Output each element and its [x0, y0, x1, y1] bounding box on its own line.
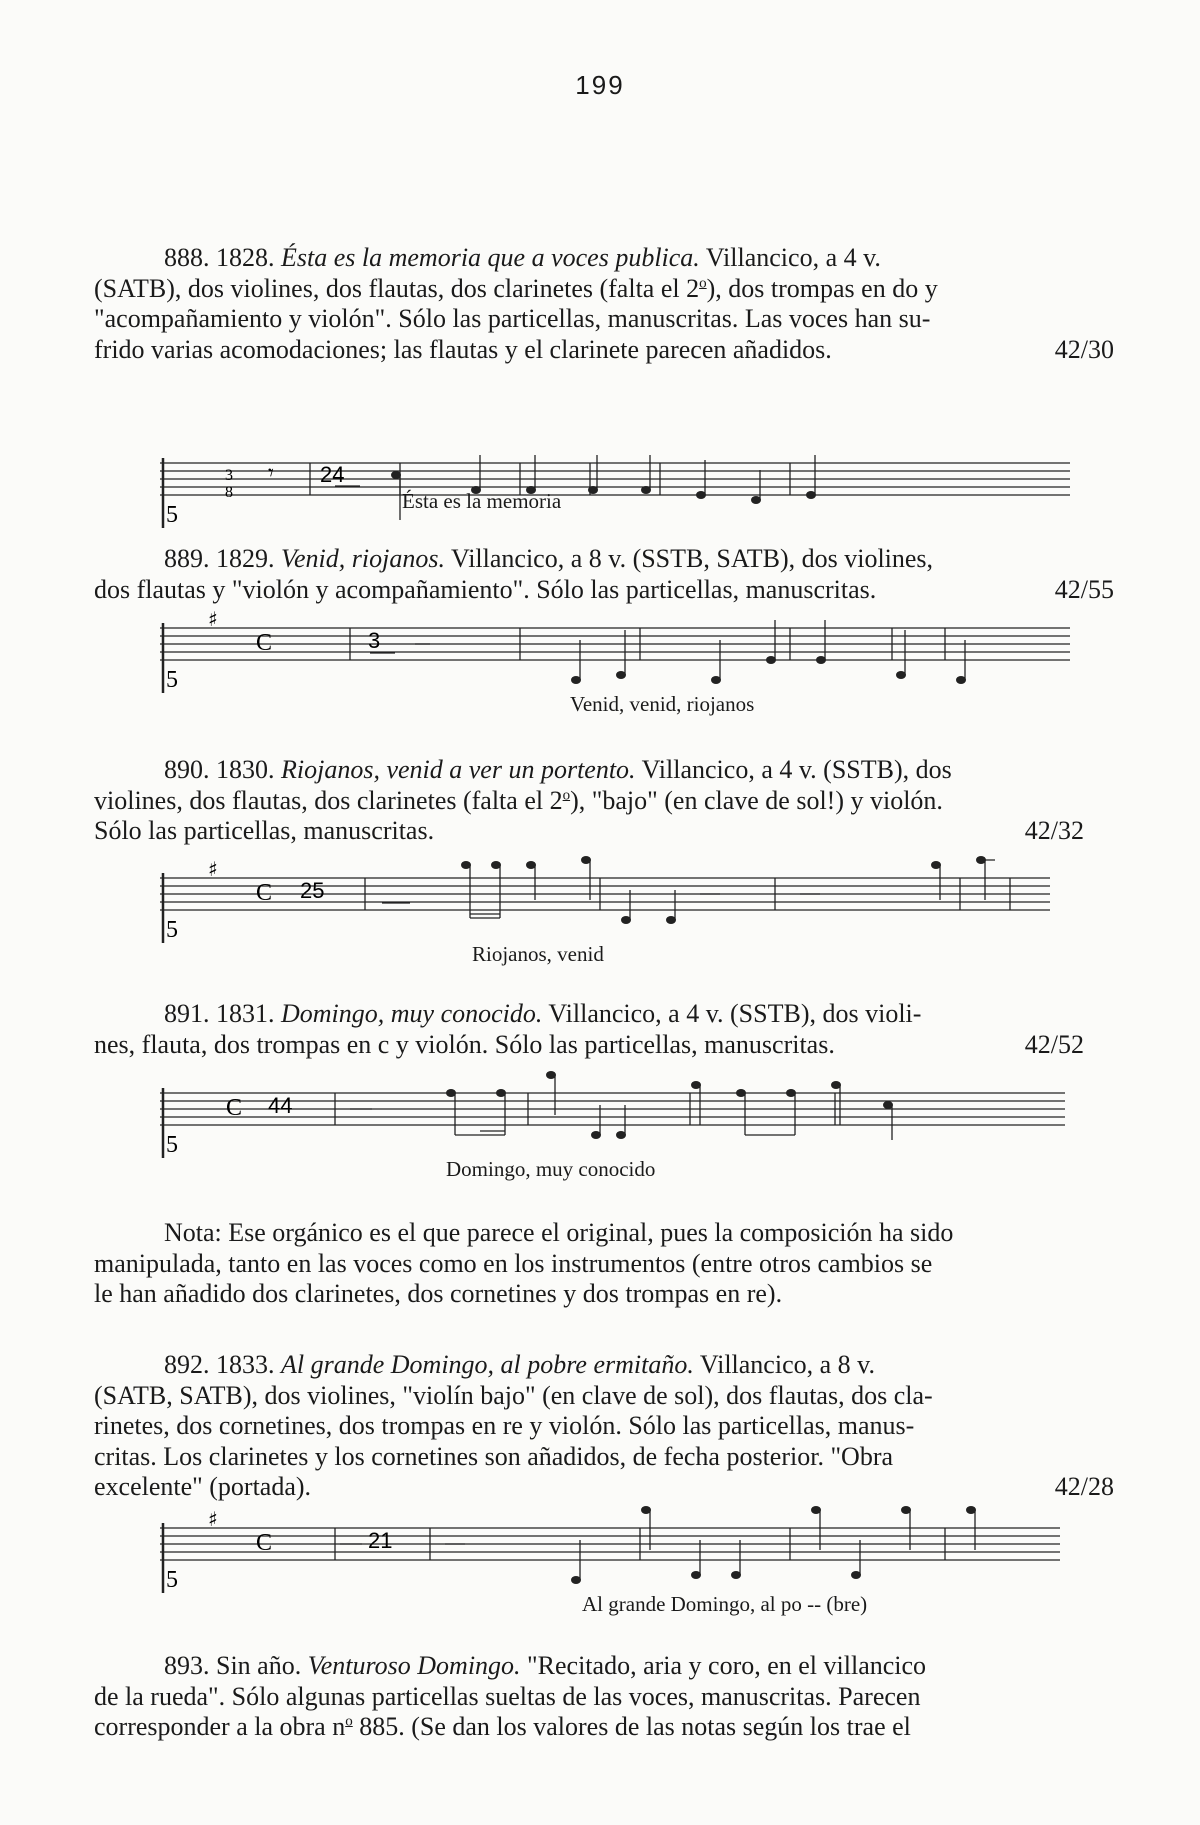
time-signature: C: [226, 1095, 243, 1121]
catalog-entry-892: [94, 1350, 1114, 1503]
measure-number: 25: [300, 878, 325, 903]
time-signature: C: [256, 630, 273, 656]
measure-number: 44: [268, 1093, 293, 1118]
entry-number: 890. 1830.: [164, 755, 275, 784]
entry-title: Riojanos, venid a ver un portento.: [281, 755, 636, 784]
entry-text: violines, dos flautas, dos clarinetes (falta el 2: [94, 785, 563, 815]
catalog-entry-893: [94, 1651, 1114, 1743]
entry-text: (SATB, SATB), dos violines, "violín bajo" (en clave de sol), dos flautas, dos cla-: [94, 1380, 933, 1410]
catalog-entry-888: [94, 243, 1114, 365]
entry-text: ), "bajo" (en clave de sol!) y violón.: [570, 785, 943, 815]
incipit-text: Riojanos, venid: [472, 942, 604, 966]
page-number: 199: [575, 70, 625, 100]
note-text: Nota: Ese orgánico es el que parece el original, pues la composición ha sido: [164, 1218, 954, 1247]
ordinal-indicator: o: [345, 1713, 353, 1730]
entry-number: 892. 1833.: [164, 1350, 275, 1379]
entry-text: nes, flauta, dos trompas en c y violón. Sólo las particellas, manuscritas.: [94, 1029, 835, 1059]
catalog-entry-890: [94, 755, 1114, 847]
entry-title: Venturoso Domingo.: [307, 1651, 521, 1680]
entry-title: Al grande Domingo, al pobre ermitaño.: [281, 1350, 694, 1379]
entry-number: 888. 1828.: [164, 243, 275, 272]
entry-text: dos flautas y "violón y acompañamiento". Sólo las particellas, manuscritas.: [94, 574, 877, 604]
svg-text:5: 5: [166, 502, 178, 528]
catalog-entry-891: [94, 999, 1114, 1060]
entry-text: Villancico, a 8 v. (SSTB, SATB), dos violines,: [444, 544, 934, 573]
entry-text: "Recitado, aria y coro, en el villancico: [520, 1651, 927, 1680]
reference-code: 42/30: [1054, 334, 1114, 364]
entry-text: Villancico, a 4 v. (SSTB), dos: [635, 755, 952, 784]
svg-text:5: 5: [166, 667, 178, 693]
reference-code: 42/55: [1054, 574, 1114, 604]
svg-text:♯: ♯: [208, 1507, 218, 1531]
entry-text: Villancico, a 8 v.: [693, 1350, 875, 1379]
note-paragraph: [94, 1218, 1114, 1310]
entry-text: frido varias acomodaciones; las flautas y el clarinete parecen añadidos.: [94, 334, 832, 364]
incipit-text: Domingo, muy conocido: [446, 1157, 656, 1181]
svg-text:5: 5: [166, 1132, 178, 1158]
svg-text:♯: ♯: [208, 857, 218, 881]
entry-title: Domingo, muy conocido.: [281, 999, 543, 1028]
svg-text:8: 8: [225, 484, 233, 501]
time-signature: C: [256, 880, 273, 906]
incipit-text: Al grande Domingo, al po -- (bre): [582, 1592, 868, 1616]
svg-text:5: 5: [166, 1567, 178, 1593]
entry-number: 889. 1829.: [164, 544, 275, 573]
entry-title: Venid, riojanos.: [281, 544, 445, 573]
measure-number: 24: [320, 462, 345, 487]
measure-number: 21: [368, 1528, 393, 1553]
entry-text: Villancico, a 4 v. (SSTB), dos violi-: [542, 999, 922, 1028]
time-signature: C: [256, 1530, 273, 1556]
entry-text: corresponder a la obra n: [94, 1712, 346, 1741]
reference-code: 42/32: [1024, 816, 1084, 845]
svg-text:3: 3: [225, 467, 233, 484]
entry-text: excelente" (portada).: [94, 1472, 312, 1501]
entry-number: 891. 1831.: [164, 999, 275, 1028]
incipit-text: Venid, venid, riojanos: [570, 692, 755, 716]
entry-text: 885. (Se dan los valores de las notas según los trae el: [352, 1712, 911, 1741]
measure-number: 3: [368, 628, 381, 653]
entry-text: rinetes, dos cornetines, dos trompas en re y violón. Sólo las particellas, manus-: [94, 1411, 915, 1440]
entry-text: Villancico, a 4 v.: [699, 243, 881, 272]
svg-text:𝄾: 𝄾: [268, 461, 274, 486]
entry-text: de la rueda". Sólo algunas particellas sueltas de las voces, manuscritas. Parecen: [94, 1681, 921, 1711]
entry-text: ), dos trompas en do y: [706, 273, 938, 303]
ordinal-indicator: o: [699, 274, 707, 291]
entry-text: critas. Los clarinetes y los cornetines son añadidos, de fecha posterior. "Obra: [94, 1441, 894, 1471]
reference-code: 42/28: [1054, 1472, 1114, 1501]
svg-text:5: 5: [166, 917, 178, 943]
reference-code: 42/52: [1024, 1029, 1084, 1059]
svg-text:♯: ♯: [208, 607, 218, 631]
entry-title: Ésta es la memoria que a voces publica.: [281, 243, 700, 272]
incipit-text: Ésta es la memoria: [402, 489, 562, 513]
ordinal-indicator: o: [562, 786, 571, 803]
entry-text: (SATB), dos violines, dos flautas, dos clarinetes (falta el 2: [94, 273, 700, 303]
catalog-entry-889: [94, 544, 1114, 605]
entry-text: "acompañamiento y violón". Sólo las particellas, manuscritas. Las voces han su-: [94, 304, 931, 333]
entry-text: Sólo las particellas, manuscritas.: [94, 816, 435, 845]
entry-number: 893. Sin año.: [164, 1651, 302, 1680]
note-text: manipulada, tanto en las voces como en los instrumentos (entre otros cambios se: [94, 1248, 933, 1278]
note-text: le han añadido dos clarinetes, dos cornetines y dos trompas en re).: [94, 1279, 783, 1308]
